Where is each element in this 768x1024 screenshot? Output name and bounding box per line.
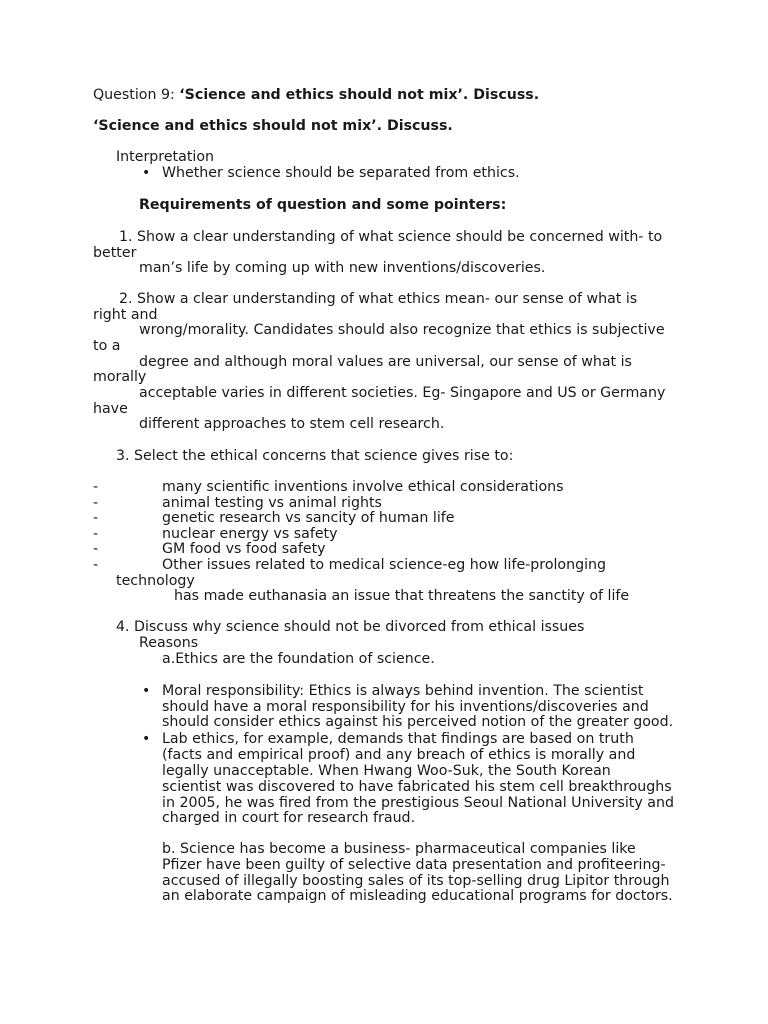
reason-b-line: an elaborate campaign of misleading educational programs for doctors.	[162, 888, 673, 904]
point2-line: acceptable varies in different societies. Eg- Singapore and US or Germany	[139, 385, 666, 401]
bullet-icon: •	[142, 683, 151, 699]
bullet-icon: •	[142, 731, 151, 747]
bullet-icon: •	[142, 165, 151, 181]
interpretation-bullet-text: Whether science should be separated from ethics.	[162, 165, 520, 181]
question-title	[93, 87, 539, 103]
point3-intro: 3. Select the ethical concerns that science gives rise to:	[116, 448, 514, 464]
reason-a: a.Ethics are the foundation of science.	[162, 651, 435, 667]
question-statement: ‘Science and ethics should not mix’. Discuss.	[179, 87, 540, 103]
dash-marker: -	[93, 479, 99, 495]
concern-item-wrap: has made euthanasia an issue that threatens the sanctity of life	[174, 588, 630, 604]
point4-intro: 4. Discuss why science should not be divorced from ethical issues	[116, 619, 585, 635]
concern-item: nuclear energy vs safety	[162, 526, 338, 542]
point2-line: wrong/morality. Candidates should also recognize that ethics is subjective	[139, 322, 665, 338]
point2-line: to a	[93, 338, 121, 354]
lab-ethics-line: (facts and empirical proof) and any breach of ethics is morally and	[162, 747, 636, 763]
dash-marker: -	[93, 557, 99, 573]
lab-ethics-line: scientist was discovered to have fabricated his stem cell breakthroughs	[162, 779, 672, 795]
reason-b-line: accused of illegally boosting sales of its top-selling drug Lipitor through	[162, 873, 670, 889]
reasons-label: Reasons	[139, 635, 199, 651]
lab-ethics-line: Lab ethics, for example, demands that findings are based on truth	[162, 731, 634, 747]
interpretation-heading: Interpretation	[116, 149, 214, 165]
point2-line: different approaches to stem cell research.	[139, 416, 445, 432]
lab-ethics-line: legally unacceptable. When Hwang Woo-Suk, the South Korean	[162, 763, 611, 779]
point1-line: 1. Show a clear understanding of what science should be concerned with- to	[119, 229, 663, 245]
dash-marker: -	[93, 526, 99, 542]
point1-line: man’s life by coming up with new inventions/discoveries.	[139, 260, 546, 276]
dash-marker: -	[93, 541, 99, 557]
lab-ethics-line: in 2005, he was fired from the prestigious Seoul National University and	[162, 795, 674, 811]
requirements-heading: Requirements of question and some pointers:	[139, 197, 507, 213]
point2-line: degree and although moral values are universal, our sense of what is	[139, 354, 632, 370]
moral-responsibility-line: Moral responsibility: Ethics is always behind invention. The scientist	[162, 683, 644, 699]
restated-question: ‘Science and ethics should not mix’. Discuss.	[93, 118, 453, 134]
concern-item-wrap: technology	[116, 573, 195, 589]
concern-item: animal testing vs animal rights	[162, 495, 382, 511]
reason-b-line: Pfizer have been guilty of selective data presentation and profiteering-	[162, 857, 666, 873]
concern-item: many scientific inventions involve ethical considerations	[162, 479, 564, 495]
concern-item: Other issues related to medical science-eg how life-prolonging	[162, 557, 607, 573]
dash-marker: -	[93, 495, 99, 511]
point2-line: morally	[93, 369, 147, 385]
lab-ethics-line: charged in court for research fraud.	[162, 810, 416, 826]
concern-item: GM food vs food safety	[162, 541, 326, 557]
point2-line: 2. Show a clear understanding of what ethics mean- our sense of what is	[119, 291, 638, 307]
point2-line: have	[93, 401, 128, 417]
question-number: Question 9:	[93, 87, 180, 103]
point2-line: right and	[93, 307, 158, 323]
dash-marker: -	[93, 510, 99, 526]
reason-b-line: b. Science has become a business- pharmaceutical companies like	[162, 841, 636, 857]
moral-responsibility-line: should have a moral responsibility for his inventions/discoveries and	[162, 699, 649, 715]
point1-line: better	[93, 245, 137, 261]
moral-responsibility-line: should consider ethics against his perceived notion of the greater good.	[162, 714, 674, 730]
concern-item: genetic research vs sancity of human life	[162, 510, 455, 526]
